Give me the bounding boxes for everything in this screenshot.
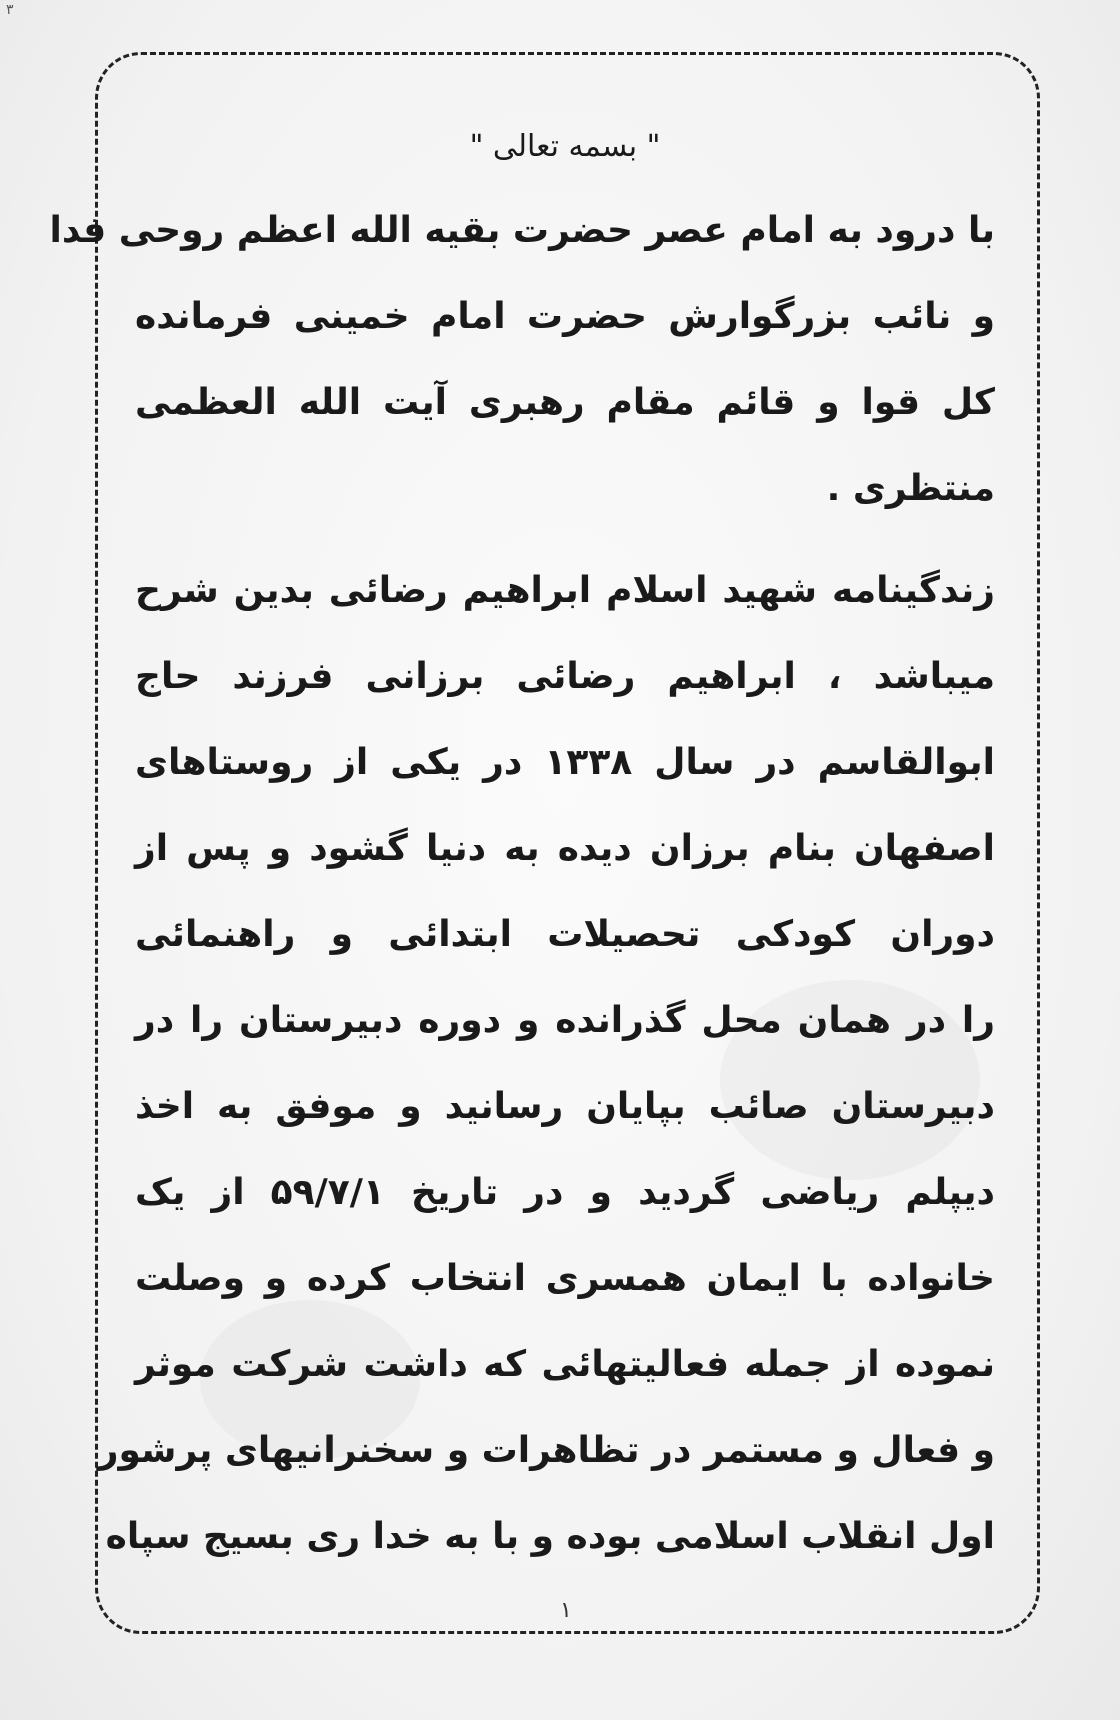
text-line: دوران کودکی تحصیلات ابتدائی و راهنمائی xyxy=(135,914,995,955)
document-heading: " بسمه تعالی " xyxy=(469,129,661,164)
text-line: دبیرستان صائب بپایان رسانید و موفق به اخذ xyxy=(135,1086,995,1127)
text-line: اصفهان بنام برزان دیده به دنیا گشود و پس از xyxy=(135,828,995,869)
text-line: و نائب بزرگوارش حضرت امام خمینی فرمانده xyxy=(135,296,995,337)
text-line: میباشد ، ابراهیم رضائی برزانی فرزند حاج xyxy=(135,656,995,697)
text-line: منتظری . xyxy=(826,468,995,509)
paragraph-2 xyxy=(97,548,996,1580)
text-line: کل قوا و قائم مقام رهبری آیت الله العظمی xyxy=(135,382,995,423)
paragraph-1 xyxy=(49,188,995,532)
document-body xyxy=(49,118,996,1580)
text-line: و فعال و مستمر در تظاهرات و سخنرانیهای پرشور xyxy=(97,1430,995,1471)
text-line: را در همان محل گذرانده و دوره دبیرستان را در xyxy=(135,1000,995,1041)
text-line: با درود به امام عصر حضرت بقیه الله اعظم روحی فدا xyxy=(49,210,995,251)
text-line: خانواده با ایمان همسری انتخاب کرده و وصلت xyxy=(135,1258,995,1299)
text-line: زندگینامه شهید اسلام ابراهیم رضائی بدین شرح xyxy=(135,570,995,611)
text-line: ابوالقاسم در سال ۱۳۳۸ در یکی از روستاهای xyxy=(135,742,995,783)
corner-mark: ۳ xyxy=(6,2,14,18)
text-line: دیپلم ریاضی گردید و در تاریخ ۵۹/۷/۱ از یک xyxy=(135,1172,996,1213)
text-line: اول انقلاب اسلامی بوده و با به خدا ری بسیج سپاه xyxy=(105,1516,995,1557)
page-number: ۱ xyxy=(560,1598,572,1623)
text-line: نموده از جمله فعالیتهائی که داشت شرکت موثر xyxy=(135,1344,995,1385)
